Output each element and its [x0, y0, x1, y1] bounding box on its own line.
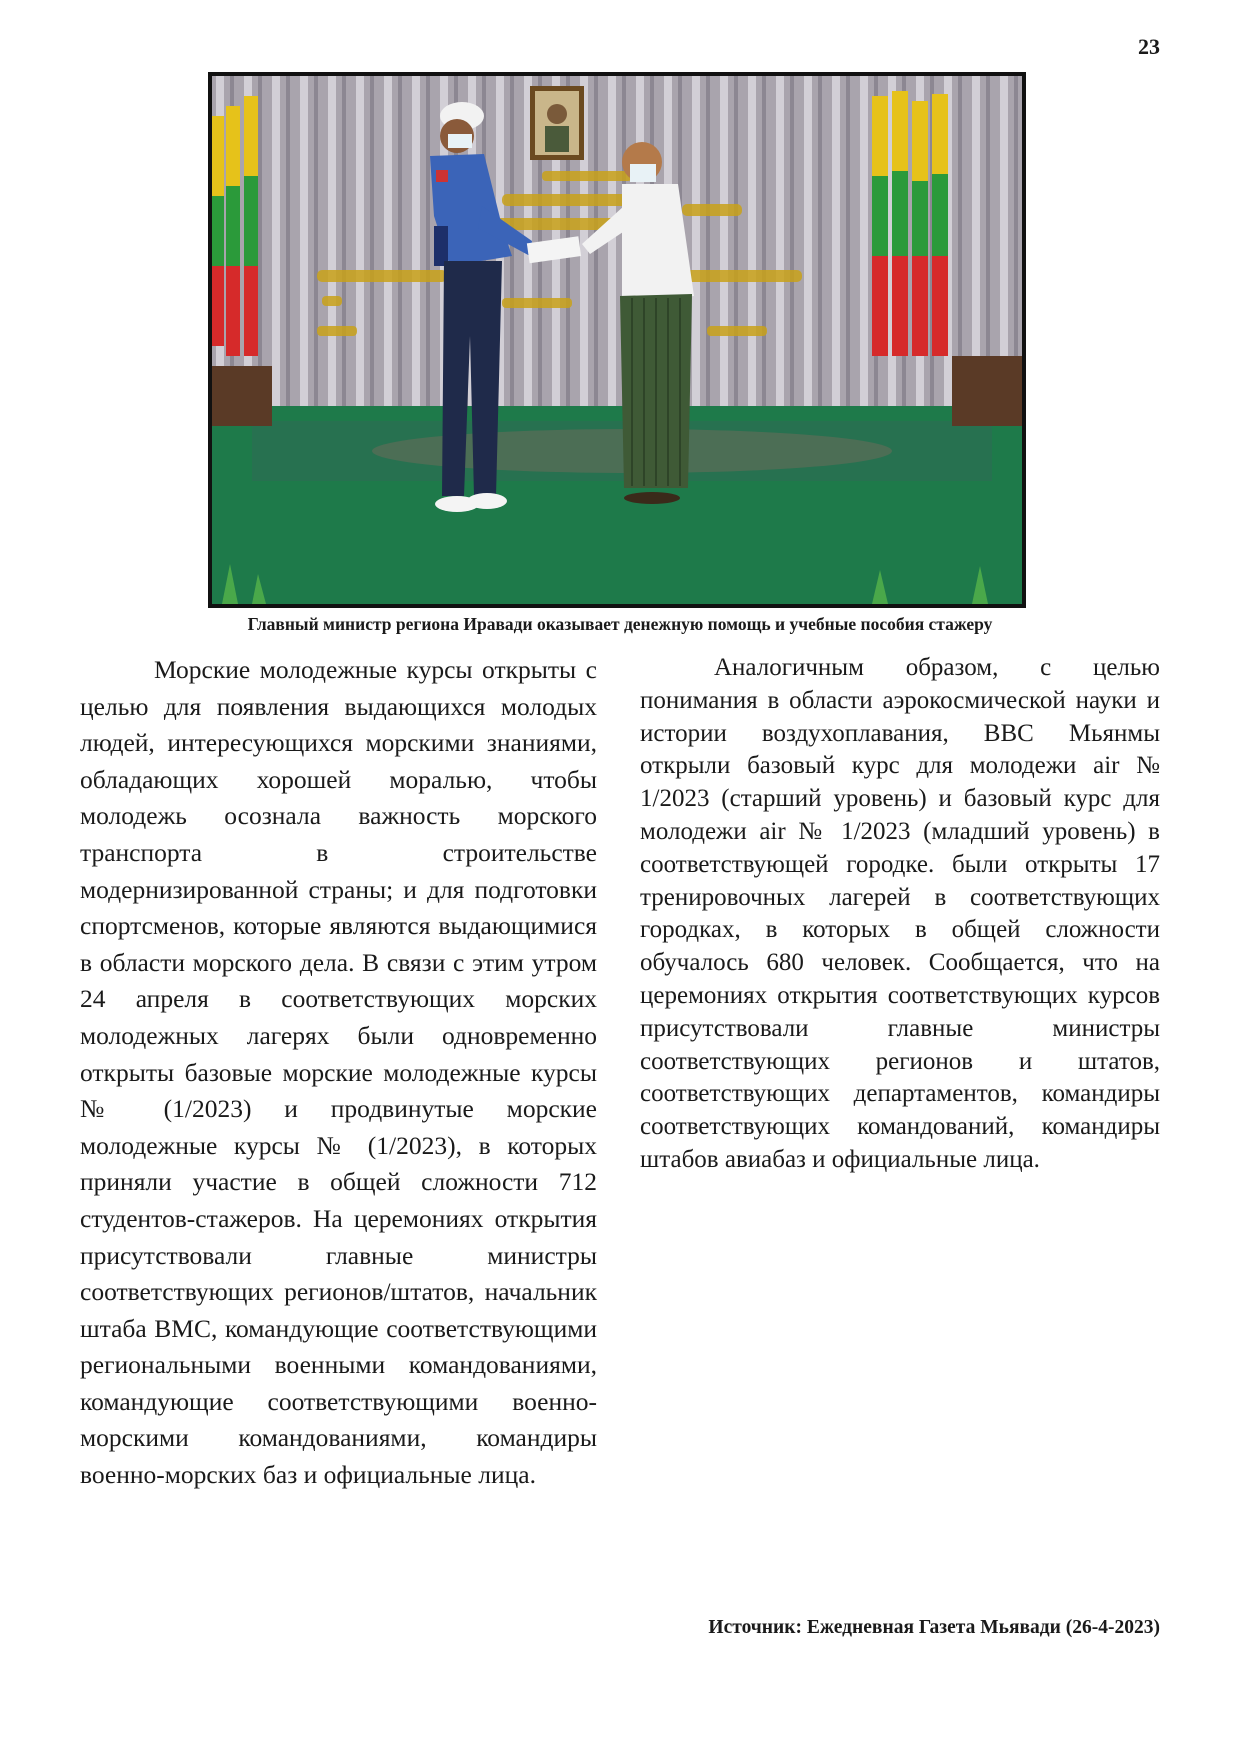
article-paragraph-right: Аналогичным образом, с целью понимания в области аэрокосмической науки и истории воздухоплавания, ВВС Мьянмы открыли базовый курс для молодежи air № 1/2023 (старший уровень) и базовый курс для молодежи air № 1/2023 (младший уровень) в соответствующей городке. были открыты 17 тренировочных лагерей в соответствующих городках, в которых в общей сложности обучалось 680 человек. Сообщается, что на церемониях открытия соответствующих курсов присутствовали главные министры соответствующих регионов и штатов, соответствующих департаментов, командиры соответствующих командований, командиры штабов авиабаз и официальные лица.: [640, 654, 1160, 1173]
article-column-left: [80, 652, 597, 1494]
ceremony-photo: [208, 72, 1026, 608]
article-paragraph-left: Морские молодежные курсы открыты с целью для появления выдающихся молодых людей, интересующихся морскими знаниями, обладающих хорошей моралью, чтобы молодежь осознала важность морского транспорта в строительстве модернизированной страны; и для подготовки спортсменов, которые являются выдающимися в области морского дела. В связи с этим утром 24 апреля в соответствующих морских молодежных лагерях были одновременно открыты базовые морские молодежные курсы № (1/2023) и продвинутые морские молодежные курсы № (1/2023), в которых приняли участие в общей сложности 712 студентов-стажеров. На церемониях открытия присутствовали главные министры соответствующих регионов/штатов, начальник штаба ВМС, командующие соответствующими региональными военными командованиями, командующие соответствующими военно-морскими командованиями, командиры военно-морских баз и официальные лица.: [80, 655, 597, 1490]
photo-caption: Главный министр региона Иравади оказывает денежную помощь и учебные пособия стажеру: [247, 614, 993, 634]
article-column-right: [640, 652, 1160, 1177]
source-citation: Источник: Ежедневная Газета Мьявади (26-4-2023): [708, 1617, 1160, 1638]
page-number: 23: [1138, 34, 1160, 59]
